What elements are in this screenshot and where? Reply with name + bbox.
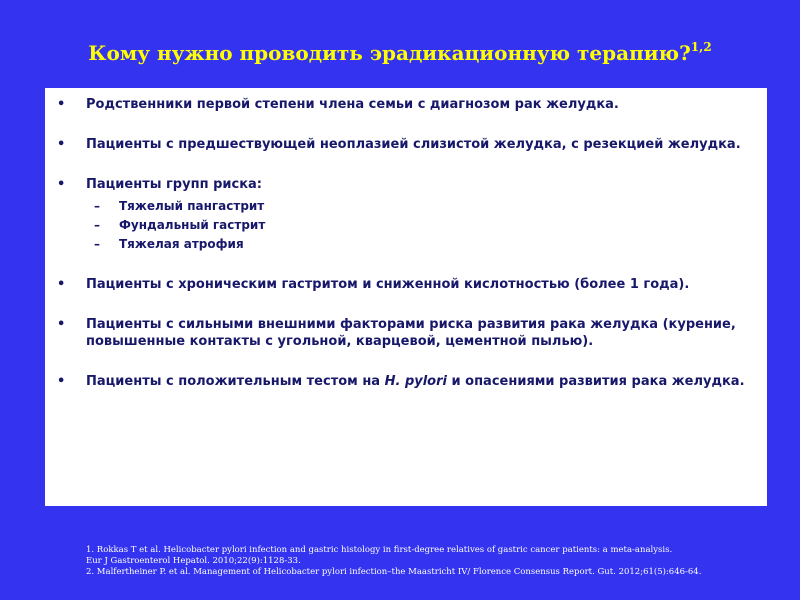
bullet-marker: • — [57, 137, 66, 152]
bullet-text — [86, 374, 745, 389]
bullet-marker: • — [57, 374, 66, 389]
bullet-marker: • — [57, 317, 66, 332]
slide-title — [0, 40, 800, 65]
bullet-text: Пациенты с предшествующей неоплазией слизистой желудка, с резекцией желудка. — [86, 137, 741, 152]
sub-item-text: Фундальный гастрит — [119, 218, 266, 232]
sub-item-text: Тяжелый пангастрит — [119, 199, 265, 213]
bullet-text-after: и опасениями развития рака желудка. — [446, 374, 745, 389]
sub-item-text: Тяжелая атрофия — [119, 237, 244, 251]
bullet-marker: • — [57, 97, 66, 112]
bullet-text: Родственники первой степени члена семьи с диагнозом рак желудка. — [86, 97, 619, 112]
bullet-item-neoplasia — [57, 136, 751, 153]
bullet-item-chronic-gastritis — [57, 276, 751, 293]
dash-marker: – — [94, 199, 100, 213]
reference-line: Eur J Gastroenterol Hepatol. 2010;22(9):1128-33. — [86, 556, 301, 566]
references — [86, 545, 701, 578]
sub-item — [86, 235, 751, 254]
bullet-text: Пациенты с хроническим гастритом и сниженной кислотностью (более 1 года). — [86, 277, 690, 292]
title-superscript: 1,2 — [690, 40, 712, 54]
bullet-item-external-risk — [57, 316, 751, 350]
dash-marker: – — [94, 218, 100, 232]
sub-list — [86, 197, 751, 254]
sub-item — [86, 197, 751, 216]
bullet-marker: • — [57, 277, 66, 292]
bullet-item-relatives — [57, 96, 751, 113]
slide-title-text: Кому нужно проводить эрадикационную терапию? — [88, 41, 691, 65]
content-panel — [45, 88, 767, 506]
bullet-text: Пациенты с сильными внешними факторами риска развития рака желудка (курение, повышенные контакты с угольной, кварцевой, цементной пылью). — [86, 317, 736, 349]
bullet-item-risk-groups — [57, 176, 751, 254]
reference-line: 1. Rokkas T et al. Helicobacter pylori infection and gastric histology in first-degree relatives of gastric cancer patients: a meta-analysis. — [86, 545, 673, 555]
reference-line: 2. Malfertheiner P. et al. Management of Helicobacter pylori infection–the Maastricht IV/ Florence Consensus Report. Gut. 2012;61(5):646-64. — [86, 567, 702, 577]
sub-item — [86, 216, 751, 235]
bullet-text-italic: H. pylori — [384, 374, 447, 389]
bullet-item-hpylori-positive — [57, 373, 751, 390]
bullet-text: Пациенты групп риска: — [86, 177, 262, 192]
dash-marker: – — [94, 237, 100, 251]
bullet-list — [57, 96, 751, 413]
bullet-text-before: Пациенты с положительным тестом на — [86, 374, 385, 389]
bullet-marker: • — [57, 177, 66, 192]
